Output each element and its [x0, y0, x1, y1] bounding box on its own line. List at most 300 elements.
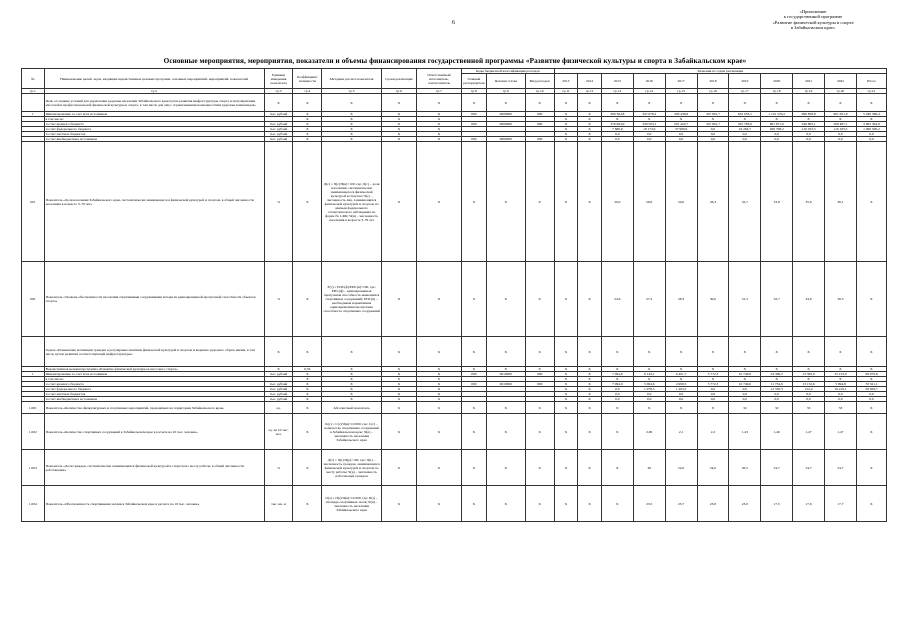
cell: Х [322, 337, 382, 367]
cell: Х [633, 94, 665, 112]
year-value: 33 [793, 402, 825, 414]
year-value: Х [578, 486, 602, 522]
year-value: Х [578, 387, 602, 392]
goal-row [22, 94, 887, 112]
cell: Х [601, 337, 633, 367]
year-value: 46 [633, 450, 665, 486]
cell: Х [554, 367, 578, 372]
year-value: Х [601, 486, 633, 522]
year-value: 2,00 [633, 414, 665, 450]
cell: Х [293, 122, 322, 127]
cell: Х [486, 486, 525, 522]
cell: Х [416, 377, 461, 382]
col-year: 2022 [825, 74, 857, 89]
task-text: Задача «Повышение мотивации граждан к регулярным занятиям физической культурой и спортом и ведению здорового образа жизни, в том числе путем развития соответствующей инфраструктуры» [44, 337, 264, 367]
year-value: Х [554, 414, 578, 450]
cell: Х [381, 450, 416, 486]
year-value: 0,0 [601, 387, 633, 392]
kbk-value: 0600000 [486, 112, 525, 117]
year-value: 13 305,0 [793, 372, 825, 377]
method-text: Д(с) = Ч(с)/Ч(н)×100, где: Д(с) – доля населения, систематически занимающегося физической культурой и спортом; Ч(с) – численность лиц, занимающихся физической культурой и спортом по данным федерального статистического наблюдения по форме № 1-ФК; Ч(н) – численность населения в возрасте 3–79 лет [322, 142, 382, 262]
row-name: за счет федерального бюджета [44, 387, 264, 392]
year-value: 996 858,8 [793, 112, 825, 117]
cell: Х [416, 392, 461, 397]
cell: Х [793, 94, 825, 112]
cell: Х [856, 94, 886, 112]
cell: Х [416, 142, 461, 262]
row-unit: тыс. рублей [264, 112, 293, 117]
year-value: 0,0 [825, 132, 857, 137]
vcp-coef: 0,50 [293, 367, 322, 372]
year-value: 0,0 [601, 392, 633, 397]
year-value: 7 094,0 [601, 372, 633, 377]
cell: Х [486, 402, 525, 414]
cell: Х [416, 486, 461, 522]
cell: Х [486, 367, 525, 372]
year-value: Х [578, 397, 602, 402]
colnum: гр.7 [416, 89, 461, 94]
cell: Х [322, 372, 382, 377]
year-value: Х [697, 377, 729, 382]
cell: Х [601, 367, 633, 372]
appendix-line: «Развитие физической культуры и спорта [772, 19, 854, 25]
appendix-line: в Забайкальском крае» [790, 25, 836, 31]
year-value: 0,0 [793, 397, 825, 402]
year-value: 54,7 [761, 450, 793, 486]
cell: Х [416, 372, 461, 377]
cell: Х [381, 122, 416, 127]
cell: Х [322, 94, 382, 112]
year-value: Х [825, 377, 857, 382]
year-value: Х [856, 486, 886, 522]
year-value: Х [856, 377, 886, 382]
year-value: 36,5 [825, 262, 857, 337]
cell: Х [554, 94, 578, 112]
colnum: гр.5 [322, 89, 382, 94]
row-name: Показатель «Доля граждан, систематически занимающихся физической культурой и спортом по месту работы, в общей численности работающих» [44, 450, 264, 486]
year-value: 1,43 [729, 414, 761, 450]
year-value: Х [554, 137, 578, 142]
year-value: 11 734,9 [761, 382, 793, 387]
year-value: 24 300,2 [761, 372, 793, 377]
year-value: 4 998,5 [665, 382, 697, 387]
kbk-value: 000 [525, 372, 554, 377]
method-text: Д(т) = Ч(т)/Ч(р)×100, где: Ч(т) – численность граждан, занимающихся физической культурой и спортом по месту работы; Ч(р) – численность работающих граждан [322, 450, 382, 486]
year-value: 24,6 [601, 262, 633, 337]
cell: Х [462, 262, 487, 337]
row-unit: ед. [264, 402, 293, 414]
year-value: 24,0 [665, 142, 697, 262]
row-name: Показатель «Обеспеченность спортивными залами в Забайкальском крае в расчете на 10 тыс. человек» [44, 486, 264, 522]
year-value: 1 060 500,2 [856, 127, 886, 132]
col-kbk-group: Коды бюджетной классификации расходов [462, 69, 555, 74]
cell: Х [264, 367, 293, 372]
indicator-row [22, 402, 887, 414]
year-value: 0,0 [601, 137, 633, 142]
year-value: 499 708,2 [761, 127, 793, 132]
year-value: Х [554, 397, 578, 402]
cell: Х [462, 142, 487, 262]
cell: Х [825, 367, 857, 372]
finance-block-1 [22, 112, 887, 142]
cell: Х [381, 367, 416, 372]
year-value: 0,0 [856, 132, 886, 137]
cell: Х [697, 337, 729, 367]
row-name: за счет федерального бюджета [44, 127, 264, 132]
cell: Х [293, 392, 322, 397]
cell: Х [416, 117, 461, 122]
cell: Х [381, 392, 416, 397]
cell: Х [322, 382, 382, 387]
cell: Х [293, 142, 322, 262]
year-value: 0,0 [729, 387, 761, 392]
cell: Х [322, 117, 382, 122]
year-value: 0,0 [633, 392, 665, 397]
year-value: Х [554, 117, 578, 122]
year-value: 0,0 [729, 397, 761, 402]
cell: Х [381, 112, 416, 117]
row-unit: % [264, 142, 293, 262]
kbk-value: 0600000 [486, 137, 525, 142]
cell: Х [293, 127, 322, 132]
year-value: Х [856, 262, 886, 337]
year-value: 5 772,3 [697, 372, 729, 377]
colnum: гр.21 [856, 89, 886, 94]
year-value: 339 503,1 [633, 122, 665, 127]
col-years-group: Значения по годам реализации [554, 69, 886, 74]
col-year: Итого [856, 74, 886, 89]
year-value: Х [578, 132, 602, 137]
year-value: 17,6 [793, 486, 825, 522]
document-title: Основные мероприятия, мероприятия, показатели и объемы финансирования государственной программы «Развитие физической культуры и спорта в Забайкальском крае» [163, 57, 747, 65]
year-value: 0,0 [856, 137, 886, 142]
year-value: Х [578, 262, 602, 337]
colnum: гр.3 [264, 89, 293, 94]
year-value: 291 422,7 [665, 122, 697, 127]
cell: Х [416, 137, 461, 142]
cell: Х [293, 414, 322, 450]
cell: Х [462, 337, 487, 367]
year-value: 25 213,9 [825, 372, 857, 377]
cell: Х [761, 94, 793, 112]
year-value: 325 783,0 [729, 122, 761, 127]
year-value: 0,0 [761, 392, 793, 397]
method-text: Е(с) = ЕПС(ф)/ЕПС(н)×100, где: ЕПС(ф) – единовременная пропускная способность имеющихся спортивных сооружений; ЕПС(н) – необходимая нормативная единовременная пропускная способность спортивных сооружений [322, 262, 382, 337]
cell: Х [729, 367, 761, 372]
year-value: 0,0 [665, 392, 697, 397]
year-value: Х [578, 382, 602, 387]
program-table [21, 68, 887, 522]
cell: Х [729, 94, 761, 112]
year-value: Х [578, 137, 602, 142]
indicator-row [22, 450, 887, 486]
cell: Х [793, 337, 825, 367]
cell: Х [322, 397, 382, 402]
cell: Х [486, 142, 525, 262]
cell: Х [381, 117, 416, 122]
year-value: Х [697, 117, 729, 122]
year-value: Х [665, 117, 697, 122]
colnum: гр.13 [601, 89, 633, 94]
cell: Х [825, 94, 857, 112]
year-value: 54,0 [697, 450, 729, 486]
cell: Х [381, 382, 416, 387]
year-value: 5 046 366,4 [856, 112, 886, 117]
year-value: Х [633, 117, 665, 122]
year-value: 23,5 [633, 486, 665, 522]
appendix-line: к государственной программе [783, 14, 843, 20]
kbk-value: 000 [525, 112, 554, 117]
year-value: Х [665, 377, 697, 382]
year-value: Х [856, 450, 886, 486]
year-value: 2,2 [697, 414, 729, 450]
year-value: Х [601, 117, 633, 122]
year-value: 5 994,8 [825, 382, 857, 387]
year-value: Х [554, 142, 578, 262]
year-value: Х [856, 402, 886, 414]
year-value: Х [761, 117, 793, 122]
year-value: Х [601, 414, 633, 450]
year-value: 652 053,1 [729, 112, 761, 117]
col-term: Сроки реализации [381, 69, 416, 89]
kbk-value: 000 [462, 372, 487, 377]
cell: Х [697, 94, 729, 112]
col-kbk: Главный распорядитель [462, 74, 487, 89]
year-value: Х [793, 117, 825, 122]
colnum: гр.2 [44, 89, 264, 94]
cell: Х [729, 337, 761, 367]
year-value: 546 805,1 [793, 122, 825, 127]
indicator-row [22, 142, 887, 262]
year-value: Х [554, 486, 578, 522]
cell: Х [525, 367, 554, 372]
year-value: 0,0 [761, 137, 793, 142]
year-value: 376 664,0 [601, 122, 633, 127]
year-value: 19 219,1 [825, 387, 857, 392]
year-value: 31,3 [729, 262, 761, 337]
cell: Х [486, 414, 525, 450]
appendix-line: «Приложение [799, 9, 827, 14]
year-value: 33,8 [761, 142, 793, 262]
cell: Х [416, 122, 461, 127]
colnum: гр.17 [729, 89, 761, 94]
kbk-value: 000 [525, 382, 554, 387]
cell: Х [322, 392, 382, 397]
year-value: 0,0 [793, 132, 825, 137]
cell: Х [856, 367, 886, 372]
row-number: 1.003 [22, 450, 45, 486]
cell: Х [578, 94, 602, 112]
col-kbk: Вид расходов [525, 74, 554, 89]
year-value: 0,0 [697, 392, 729, 397]
col-resp: Ответственный исполнитель, соисполнитель [416, 69, 461, 89]
row-name: за счет внебюджетных источников [44, 397, 264, 402]
cell: Х [381, 414, 416, 450]
year-value: 10 749,6 [729, 372, 761, 377]
cell: Х [416, 112, 461, 117]
row-name: за счет краевого бюджета [44, 122, 264, 127]
year-value: 32 [729, 402, 761, 414]
year-value: 28,3 [665, 262, 697, 337]
cell: Х [416, 127, 461, 132]
cell: Х [525, 262, 554, 337]
year-value: Х [793, 377, 825, 382]
row-unit: ед. на 10 тыс. чел. [264, 414, 293, 450]
cell: Х [293, 387, 322, 392]
year-value: Х [633, 402, 665, 414]
year-value: 70 321,1 [856, 382, 886, 387]
year-value: Х [554, 127, 578, 132]
cell: Х [322, 112, 382, 117]
cell: Х [416, 94, 461, 112]
cell: Х [601, 94, 633, 112]
year-value: 116 183,5 [825, 127, 857, 132]
cell: Х [322, 122, 382, 127]
cell: Х [462, 94, 487, 112]
cell: Х [293, 117, 322, 122]
year-value: 0,0 [729, 392, 761, 397]
cell: Х [416, 337, 461, 367]
cell: Х [462, 414, 487, 450]
cell: Х [554, 337, 578, 367]
row-unit: тыс. рублей [264, 122, 293, 127]
year-value: 34,6 [793, 262, 825, 337]
year-value: 0,0 [697, 127, 729, 132]
row-number: 1 [22, 112, 45, 117]
col-no: № [22, 69, 45, 89]
kbk-value: 000 [525, 122, 554, 127]
colnum: гр.18 [761, 89, 793, 94]
year-value: 0,0 [697, 137, 729, 142]
year-value: Х [697, 402, 729, 414]
year-value: Х [554, 132, 578, 137]
method-text: О(з) = П(з)/Ч(н)×10 000, где: П(з) – площадь спортивных залов; Ч(н) – численность населения Забайкальского края [322, 486, 382, 522]
year-value: Х [554, 372, 578, 377]
year-value: 5 772,3 [697, 382, 729, 387]
year-value: Х [554, 377, 578, 382]
year-value: 7 686,0 [601, 127, 633, 132]
year-value: 98 979,8 [856, 372, 886, 377]
year-value: 0,0 [825, 392, 857, 397]
year-value: 13 152,6 [793, 382, 825, 387]
row-name: Показатель «Количество спортивных сооружений в Забайкальском крае в расчете на 10 тыс. человек» [44, 414, 264, 450]
cell: Х [381, 132, 416, 137]
year-value: 210 453,5 [793, 127, 825, 132]
row-name: Показатель «Доля населения Забайкальского края, систематически занимающегося физической культурой и спортом, в общей численности населения в возрасте 3–79 лет» [44, 142, 264, 262]
page-number: 6 [452, 20, 455, 26]
row-unit: тыс. рублей [264, 132, 293, 137]
indicator-row [22, 262, 887, 337]
row-number: 1.002 [22, 414, 45, 450]
year-value: 0,0 [633, 132, 665, 137]
cell: Х [486, 262, 525, 337]
row-unit: тыс. рублей [264, 127, 293, 132]
row-name: Финансирование за счет всех источников [44, 112, 264, 117]
colnum: гр.11 [554, 89, 578, 94]
col-year: 2018 [697, 74, 729, 89]
year-value: 0,0 [665, 137, 697, 142]
row-number: 1.004 [22, 486, 45, 522]
year-value: 6 143,1 [633, 372, 665, 377]
method-text: К(c) = С(c)/Ч(н)×10 000, где: С(с) – количество спортивных сооружений в Забайкальском крае; Ч(н) – численность населения Забайкальского края [322, 414, 382, 450]
cell: Х [322, 137, 382, 142]
year-value: 347 801,7 [697, 122, 729, 127]
year-value: 37 990,6 [665, 127, 697, 132]
cell: Х [322, 387, 382, 392]
colnum: гр.20 [825, 89, 857, 94]
year-value: 17,5 [761, 486, 793, 522]
year-value: Х [578, 142, 602, 262]
year-value: Х [601, 402, 633, 414]
row-unit: тыс. рублей [264, 387, 293, 392]
cell: Х [416, 402, 461, 414]
row-name: в том числе: [44, 117, 264, 122]
col-year: 2015 [601, 74, 633, 89]
year-value: 0,0 [856, 397, 886, 402]
year-value: 1,47 [825, 414, 857, 450]
cell: Х [416, 397, 461, 402]
cell: Х [293, 337, 322, 367]
method-text: Абсолютный показатель [322, 402, 382, 414]
kbk-value: 000 [525, 137, 554, 142]
year-value: Х [554, 112, 578, 117]
year-value: 0,0 [729, 132, 761, 137]
row-unit: тыс. рублей [264, 382, 293, 387]
row-unit: тыс. рублей [264, 392, 293, 397]
year-value: 35,9 [793, 142, 825, 262]
year-value: Х [825, 117, 857, 122]
row-name: за счет краевого бюджета [44, 382, 264, 387]
cell: Х [761, 367, 793, 372]
year-value: 1 403,2 [665, 387, 697, 392]
col-method: Методика расчета показателя [322, 69, 382, 89]
kbk-value: 0600000 [486, 122, 525, 127]
cell: Х [633, 337, 665, 367]
cell: Х [381, 486, 416, 522]
cell: Х [486, 337, 525, 367]
kbk-value: 000 [462, 137, 487, 142]
year-value: 0,0 [665, 397, 697, 402]
year-value: Х [554, 387, 578, 392]
col-year: 2016 [633, 74, 665, 89]
year-value: Х [578, 117, 602, 122]
row-unit: тыс. рублей [264, 372, 293, 377]
cell: Х [322, 132, 382, 137]
cell: Х [293, 94, 322, 112]
cell: Х [293, 450, 322, 486]
year-value: 20,6 [633, 142, 665, 262]
year-value: 28 658,7 [856, 387, 886, 392]
cell: Х [293, 132, 322, 137]
cell: Х [381, 397, 416, 402]
year-value: 30,0 [697, 262, 729, 337]
cell: Х [293, 397, 322, 402]
col-unit: Единица измерения показателя [264, 69, 293, 89]
year-value: Х [578, 414, 602, 450]
year-value: 32,7 [761, 262, 793, 337]
appendix-note [748, 9, 878, 31]
row-unit: % [264, 450, 293, 486]
year-value: 508 487,1 [825, 122, 857, 127]
year-value: 23,9 [729, 486, 761, 522]
cell: Х [462, 367, 487, 372]
cell: Х [793, 367, 825, 372]
colnum: гр.16 [697, 89, 729, 94]
col-year: 2019 [729, 74, 761, 89]
colnum: гр.8 [462, 89, 487, 94]
year-value: Х [601, 377, 633, 382]
cell: Х [264, 94, 293, 112]
